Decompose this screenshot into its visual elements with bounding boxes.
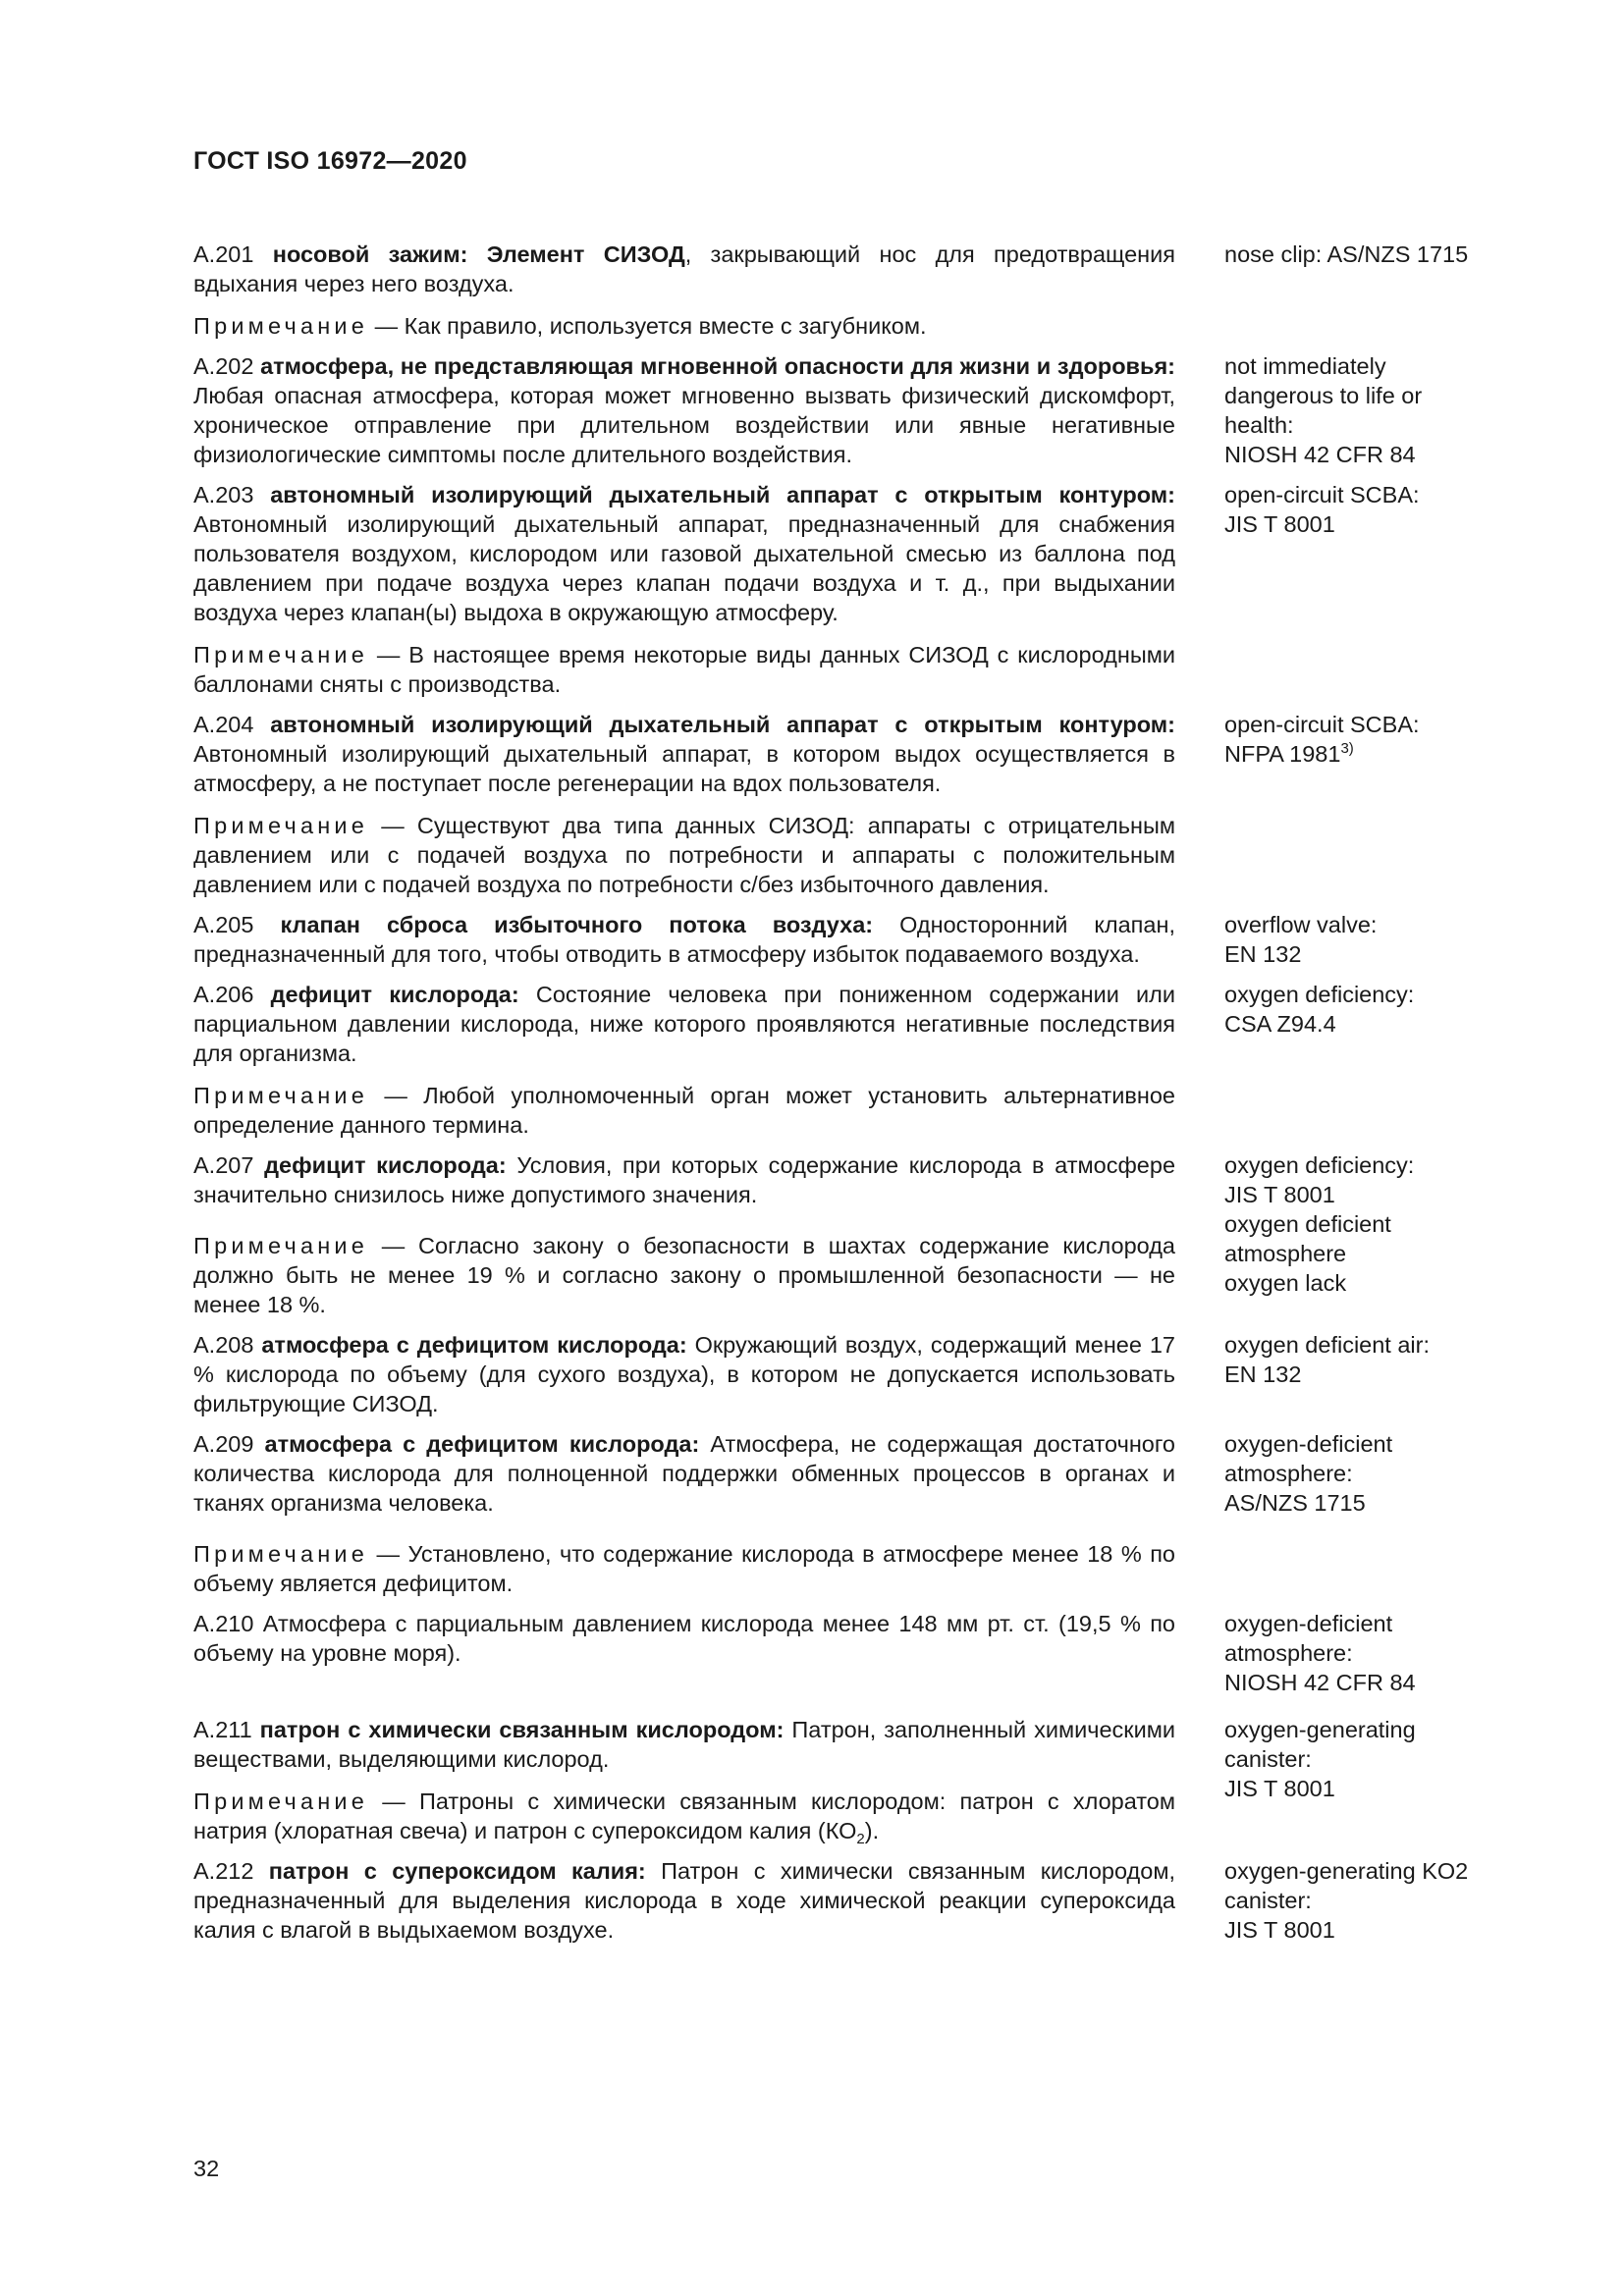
page-number: 32: [193, 2156, 220, 2181]
terms-list: [193, 240, 1491, 1955]
term-entry: [193, 1856, 1491, 1945]
equivalent-line: open-circuit SCBA:: [1224, 482, 1420, 507]
term-equivalent: [1224, 1609, 1489, 1697]
equivalent-line: oxygen-generating KO2 canister:: [1224, 1858, 1469, 1913]
term-entry: [193, 1715, 1491, 1845]
term-text: , закрывающий нос для предотвращения вдыхания через него воздуха.: [193, 241, 1176, 296]
note-label: Примечание: [193, 1233, 369, 1258]
term-definition: [193, 1330, 1175, 1418]
term-name: патрон с супероксидом калия:: [268, 1858, 646, 1884]
term-number: А.209: [193, 1431, 254, 1457]
document-header: ГОСТ ISO 16972—2020: [193, 147, 467, 175]
term-entry: [193, 240, 1491, 341]
term-name: атмосфера с дефицитом кислорода:: [261, 1332, 687, 1358]
term-entry: [193, 980, 1491, 1140]
term-entry: [193, 351, 1491, 469]
equivalent-line: not immediately dangerous to life or health:: [1224, 353, 1423, 438]
equivalent-line: oxygen-deficient atmosphere:: [1224, 1431, 1393, 1486]
term-text: Окружающий воздух, содержащий менее 17 % кислорода по объему (для сухого воздуха), в котором не допускается использовать фильтрующие СИЗОД.: [193, 1332, 1176, 1416]
equivalent-line: oxygen deficiency:: [1224, 982, 1415, 1007]
equivalent-line: oxygen lack: [1224, 1270, 1347, 1296]
equivalent-line: overflow valve:: [1224, 912, 1378, 937]
equivalent-line: oxygen deficient air:: [1224, 1332, 1431, 1358]
term-definition: [193, 1429, 1175, 1518]
note-label: Примечание: [193, 1541, 369, 1567]
equivalent-line: open-circuit SCBA:: [1224, 712, 1420, 737]
term-equivalent: [1224, 910, 1489, 969]
term-equivalent: [1224, 351, 1489, 469]
term-name: дефицит кислорода:: [264, 1152, 507, 1178]
term-equivalent: [1224, 240, 1489, 341]
note-text: — Патроны с химически связанным кислородом: патрон с хлоратом натрия (хлоратная свеча) и патрон с супероксидом калия (КО: [193, 1789, 1176, 1843]
term-entry: [193, 910, 1491, 969]
term-number: А.203: [193, 482, 254, 507]
equivalent-text: NFPA 1981: [1224, 741, 1341, 767]
term-name: патрон с химически связанным кислородом:: [259, 1717, 785, 1742]
term-note: [193, 1081, 1175, 1140]
term-number: А.208: [193, 1332, 254, 1358]
term-definition: [193, 240, 1175, 298]
term-definition: [193, 710, 1175, 798]
term-entry: [193, 480, 1491, 699]
term-definition: [193, 1715, 1175, 1774]
term-definition: [193, 1150, 1175, 1209]
term-note: [193, 1787, 1175, 1845]
term-number: А.206: [193, 982, 254, 1007]
term-number: А.210: [193, 1611, 254, 1636]
note-label: Примечание: [193, 1083, 369, 1108]
term-equivalent: [1224, 1715, 1489, 1845]
note-text: — В настоящее время некоторые виды данных СИЗОД с кислородными баллонами сняты с производства.: [193, 642, 1175, 697]
term-name: дефицит кислорода:: [270, 982, 519, 1007]
term-name: автономный изолирующий дыхательный аппарат с открытым контуром:: [270, 712, 1175, 737]
term-definition: [193, 910, 1175, 969]
term-definition: [193, 480, 1175, 627]
equivalent-line: [1224, 739, 1489, 769]
term-note: [193, 1539, 1175, 1598]
term-equivalent: [1224, 1330, 1489, 1418]
term-name: атмосфера, не представляющая мгновенной опасности для жизни и здоровья:: [260, 353, 1175, 379]
term-name: автономный изолирующий дыхательный аппарат с открытым контуром:: [270, 482, 1175, 507]
note-label: Примечание: [193, 813, 369, 838]
term-number: А.212: [193, 1858, 254, 1884]
term-name: атмосфера с дефицитом кислорода:: [264, 1431, 700, 1457]
term-note: [193, 640, 1175, 699]
term-entry: [193, 1150, 1491, 1319]
note-text: — Как правило, используется вместе с загубником.: [374, 313, 927, 339]
equivalent-line: AS/NZS 1715: [1224, 1490, 1366, 1516]
term-entry: [193, 1330, 1491, 1418]
equivalent-line: CSA Z94.4: [1224, 1011, 1336, 1037]
term-number: А.204: [193, 712, 254, 737]
term-equivalent: [1224, 480, 1489, 699]
term-entry: [193, 1609, 1491, 1697]
subscript: 2: [856, 1831, 865, 1847]
term-entry: [193, 1429, 1491, 1598]
term-definition: [193, 980, 1175, 1068]
equivalent-line: oxygen-deficient atmosphere:: [1224, 1611, 1393, 1666]
term-equivalent: [1224, 1856, 1489, 1945]
note-text: — Согласно закону о безопасности в шахтах содержание кислорода должно быть не менее 19 % и согласно закону о промышленной безопасности — не менее 18 %.: [193, 1233, 1176, 1317]
note-label: Примечание: [193, 1789, 369, 1814]
term-equivalent: [1224, 1429, 1489, 1598]
footnote-ref: 3): [1340, 740, 1354, 757]
term-text: Автономный изолирующий дыхательный аппарат, предназначенный для снабжения пользователя воздухом, кислородом или газовой дыхательной смесью из баллона под давлением при подаче воздуха через клапан подачи воздуха и т. д., при выдыхании воздуха через клапан(ы) выдоха в окружающую атмосферу.: [193, 511, 1175, 625]
term-definition: [193, 351, 1175, 469]
term-number: А.205: [193, 912, 254, 937]
term-text: Патрон с химически связанным кислородом, предназначенный для выделения кислорода в ходе химической реакции супероксида калия с влагой в выдыхаемом воздухе.: [193, 1858, 1176, 1943]
term-text: Односторонний клапан, предназначенный для того, чтобы отводить в атмосферу избыток подаваемого воздуха.: [193, 912, 1175, 967]
term-text: Автономный изолирующий дыхательный аппарат, в котором выдох осуществляется в атмосферу, а не поступает после регенерации на вдох пользователя.: [193, 741, 1175, 796]
note-text: — Установлено, что содержание кислорода в атмосфере менее 18 % по объему является дефицитом.: [193, 1541, 1175, 1596]
term-text: Состояние человека при пониженном содержании или парциальном давлении кислорода, ниже которого проявляются негативные последствия для организма.: [193, 982, 1176, 1066]
term-name: клапан сброса избыточного потока воздуха:: [280, 912, 874, 937]
equivalent-line: JIS T 8001: [1224, 511, 1335, 537]
term-number: А.211: [193, 1717, 252, 1742]
term-note: [193, 311, 1175, 341]
term-text: Атмосфера с парциальным давлением кислорода менее 148 мм рт. ст. (19,5 % по объему на уровне моря).: [193, 1611, 1175, 1666]
term-definition: [193, 1609, 1175, 1668]
term-text: Патрон, заполненный химическими веществами, выделяющими кислород.: [193, 1717, 1176, 1772]
note-text-end: ).: [864, 1818, 880, 1843]
note-text: — Существуют два типа данных СИЗОД: аппараты с отрицательным давлением или с подачей воздуха по потребности и аппараты с положительным давлением или с подачей воздуха по потребности с/без избыточного давления.: [193, 813, 1175, 897]
term-note: [193, 1231, 1175, 1319]
equivalent-line: EN 132: [1224, 1362, 1302, 1387]
equivalent-line: JIS T 8001: [1224, 1917, 1335, 1943]
term-equivalent: [1224, 980, 1489, 1140]
equivalent-line: NIOSH 42 CFR 84: [1224, 1670, 1416, 1695]
note-label: Примечание: [193, 313, 369, 339]
equivalent-line: oxygen deficiency:: [1224, 1152, 1415, 1178]
equivalent-line: JIS T 8001: [1224, 1776, 1335, 1801]
term-text: Любая опасная атмосфера, которая может мгновенно вызвать физический дискомфорт, хроническое отправление при длительном воздействии или явные негативные физиологические симптомы после длительного воздействия.: [193, 383, 1175, 467]
term-number: А.202: [193, 353, 254, 379]
term-text: Атмосфера, не содержащая достаточного количества кислорода для полноценной поддержки обменных процессов в органах и тканях организма человека.: [193, 1431, 1175, 1516]
term-equivalent: [1224, 1150, 1489, 1319]
equivalent-line: nose clip: AS/NZS 1715: [1224, 241, 1469, 267]
term-entry: [193, 710, 1491, 899]
note-text: — Любой уполномоченный орган может установить альтернативное определение данного термина.: [193, 1083, 1175, 1138]
term-note: [193, 811, 1175, 899]
term-definition: [193, 1856, 1175, 1945]
term-number: А.201: [193, 241, 254, 267]
equivalent-line: NIOSH 42 CFR 84: [1224, 442, 1416, 467]
equivalent-line: JIS T 8001: [1224, 1182, 1335, 1207]
term-text: Условия, при которых содержание кислорода в атмосфере значительно снизилось ниже допустимого значения.: [193, 1152, 1176, 1207]
equivalent-line: oxygen-generating canister:: [1224, 1717, 1416, 1772]
term-number: А.207: [193, 1152, 254, 1178]
term-equivalent: [1224, 710, 1489, 899]
term-name: носовой зажим: Элемент СИЗОД: [272, 241, 685, 267]
note-label: Примечание: [193, 642, 369, 667]
equivalent-line: EN 132: [1224, 941, 1302, 967]
equivalent-line: oxygen deficient atmosphere: [1224, 1211, 1391, 1266]
